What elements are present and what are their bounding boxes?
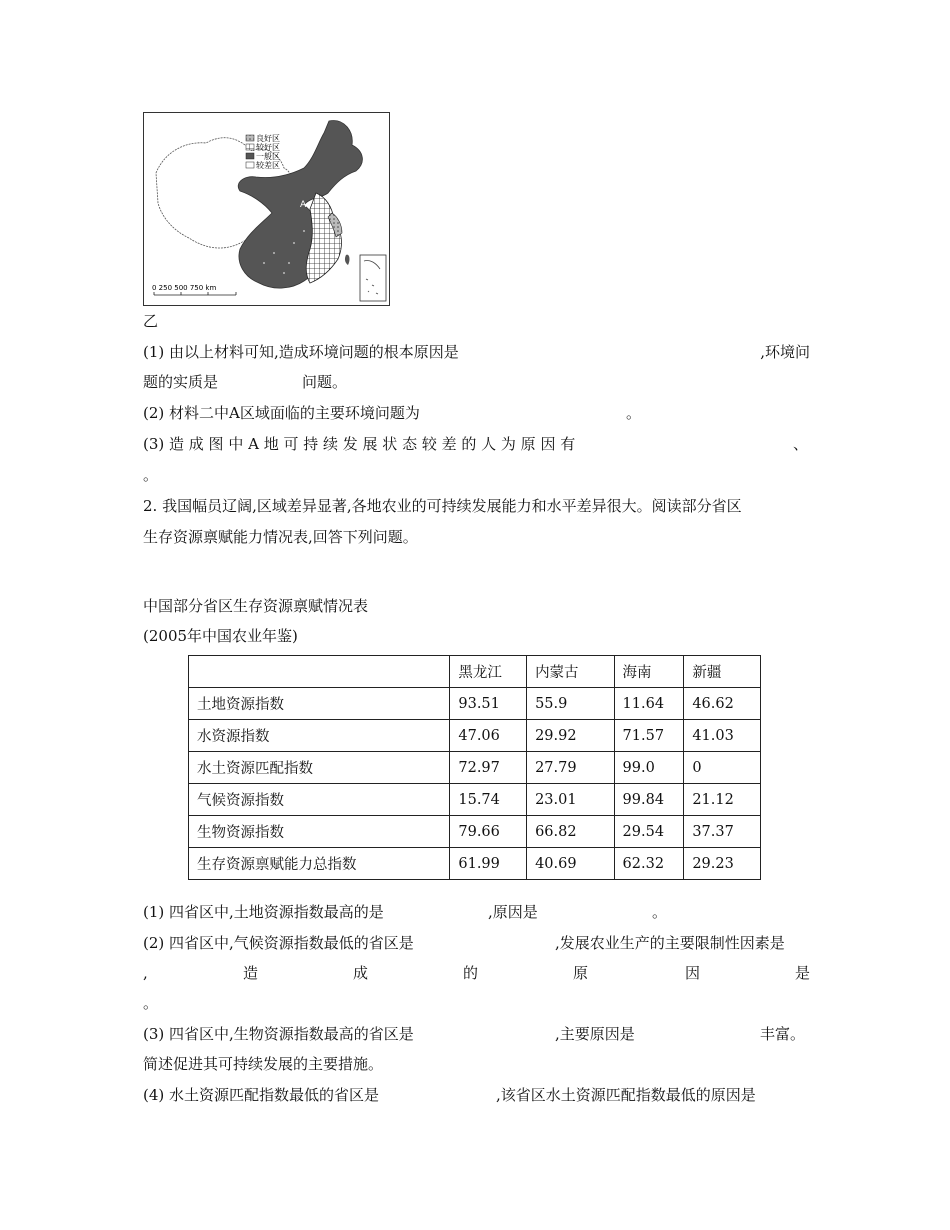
table-cell: 气候资源指数 xyxy=(189,784,450,816)
table-cell: 37.37 xyxy=(684,816,761,848)
s2-row2-5: 因 xyxy=(685,964,701,982)
island xyxy=(345,255,350,265)
table-cell: 93.51 xyxy=(450,688,527,720)
s1-b: ,原因是 xyxy=(488,903,538,921)
s2-row2-2: 成 xyxy=(353,964,369,982)
table-cell: 21.12 xyxy=(684,784,761,816)
table-source: (2005年中国农业年鉴) xyxy=(143,627,298,645)
china-sustainability-map xyxy=(143,112,390,306)
table-cell: 71.57 xyxy=(614,720,684,752)
q1-line2-left: 题的实质是 xyxy=(143,373,219,391)
table-cell: 水土资源匹配指数 xyxy=(189,752,450,784)
scale-label: 0 250 500 750 km xyxy=(152,284,217,292)
q2-end: 。 xyxy=(626,404,642,422)
s2-row2-6: 是 xyxy=(795,964,811,982)
table-header-cell: 内蒙古 xyxy=(527,656,614,688)
s4-b: ,该省区水土资源匹配指数最低的原因是 xyxy=(496,1086,756,1104)
q3-line1: (3) 造 成 图 中 A 地 可 持 续 发 展 状 态 较 差 的 人 为 原 因 有 xyxy=(143,435,576,453)
table-cell: 61.99 xyxy=(450,848,527,880)
q2-line: (2) 材料二中A区域面临的主要环境问题为 xyxy=(143,404,420,422)
table-cell: 55.9 xyxy=(527,688,614,720)
q1-line1: (1) 由以上材料可知,造成环境问题的根本原因是 xyxy=(143,343,459,361)
table-header-row xyxy=(189,656,761,688)
p2-line1: 2. 我国幅员辽阔,区域差异显著,各地农业的可持续发展能力和水平差异很大。阅读部分省区 xyxy=(143,497,742,515)
table-cell: 29.54 xyxy=(614,816,684,848)
table-cell: 46.62 xyxy=(684,688,761,720)
table-cell: 0 xyxy=(684,752,761,784)
good-region xyxy=(306,193,341,283)
table-cell: 79.66 xyxy=(450,816,527,848)
table-cell: 23.01 xyxy=(527,784,614,816)
s1-c: 。 xyxy=(652,903,668,921)
s2-row2-1: 造 xyxy=(243,964,259,982)
s3-line2: 简述促进其可持续发展的主要措施。 xyxy=(143,1055,384,1073)
table-header-cell: 新疆 xyxy=(684,656,761,688)
table-cell: 47.06 xyxy=(450,720,527,752)
table-row xyxy=(189,720,761,752)
legend-label-good: 较好区 xyxy=(256,143,280,152)
s2-b: ,发展农业生产的主要限制性因素是 xyxy=(555,934,785,952)
table-cell: 15.74 xyxy=(450,784,527,816)
point-a-label: A xyxy=(300,200,307,210)
table-cell: 41.03 xyxy=(684,720,761,752)
s2-a: (2) 四省区中,气候资源指数最低的省区是 xyxy=(143,934,414,952)
table-header-cell: 黑龙江 xyxy=(450,656,527,688)
map-graphic xyxy=(144,113,389,305)
table-row xyxy=(189,848,761,880)
table-cell: 72.97 xyxy=(450,752,527,784)
table-cell: 40.69 xyxy=(527,848,614,880)
table-cell: 29.23 xyxy=(684,848,761,880)
figure-caption: 乙 xyxy=(143,312,159,330)
table-header-cell: 海南 xyxy=(614,656,684,688)
s2-row2-0: , xyxy=(143,964,148,982)
resource-table xyxy=(188,655,761,880)
s1-a: (1) 四省区中,土地资源指数最高的是 xyxy=(143,903,384,921)
table-cell: 生物资源指数 xyxy=(189,816,450,848)
s2-row2-4: 原 xyxy=(573,964,589,982)
table-cell: 62.32 xyxy=(614,848,684,880)
s4-a: (4) 水土资源匹配指数最低的省区是 xyxy=(143,1086,380,1104)
s3-b: ,主要原因是 xyxy=(555,1025,635,1043)
table-cell: 66.82 xyxy=(527,816,614,848)
table-cell: 11.64 xyxy=(614,688,684,720)
q1-line2-right: 问题。 xyxy=(302,373,348,391)
s3-a: (3) 四省区中,生物资源指数最高的省区是 xyxy=(143,1025,414,1043)
table-row xyxy=(189,784,761,816)
q1-line1-right: ,环境问 xyxy=(760,343,810,361)
scale-bar xyxy=(152,284,236,295)
table-cell: 水资源指数 xyxy=(189,720,450,752)
table-header-cell xyxy=(189,656,450,688)
legend-label-best: 良好区 xyxy=(256,134,280,143)
table-cell: 27.79 xyxy=(527,752,614,784)
legend-label-poor: 较差区 xyxy=(256,161,280,170)
table-cell: 29.92 xyxy=(527,720,614,752)
q3-line1-right: 、 xyxy=(793,435,809,453)
table-cell: 99.0 xyxy=(614,752,684,784)
table-cell: 99.84 xyxy=(614,784,684,816)
table-row xyxy=(189,688,761,720)
legend-label-general: 一般区 xyxy=(256,152,280,161)
s3-c: 丰富。 xyxy=(760,1025,806,1043)
table-cell: 生存资源禀赋能力总指数 xyxy=(189,848,450,880)
p2-line2: 生存资源禀赋能力情况表,回答下列问题。 xyxy=(143,528,418,546)
q3-line2: 。 xyxy=(143,466,159,484)
s2-end: 。 xyxy=(143,994,159,1012)
s2-row2-3: 的 xyxy=(463,964,479,982)
table-title: 中国部分省区生存资源禀赋情况表 xyxy=(143,597,369,615)
table-cell: 土地资源指数 xyxy=(189,688,450,720)
table-row xyxy=(189,816,761,848)
table-row xyxy=(189,752,761,784)
